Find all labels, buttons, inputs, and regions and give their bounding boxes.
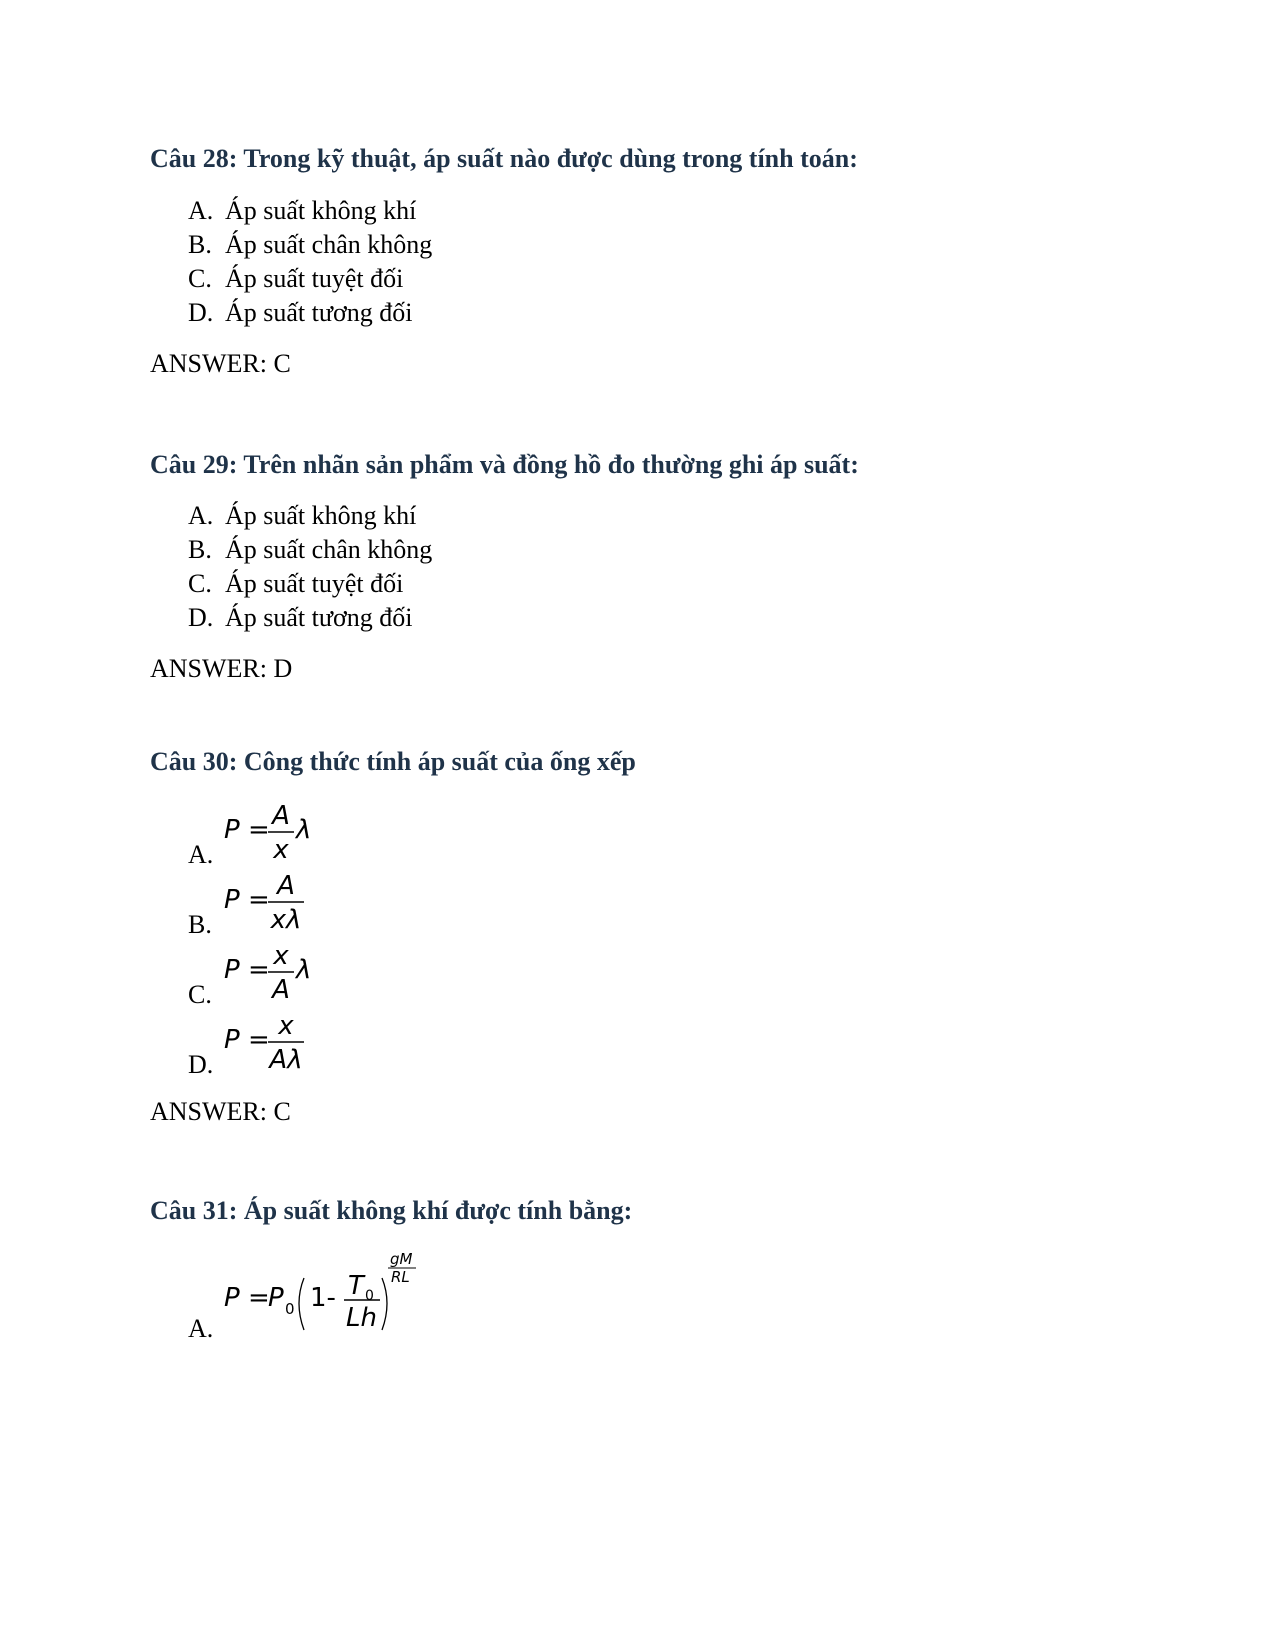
formula-denominator: Aλ [269, 1045, 303, 1075]
formula-denominator: xλ [270, 905, 302, 935]
formula-p-subscript: 0 [285, 1300, 295, 1318]
option-text: Áp suất tương đối [225, 603, 413, 632]
option-letter: A. [188, 840, 214, 869]
option-letter: A. [188, 196, 214, 225]
formula-t-subscript: 0 [365, 1288, 374, 1304]
q30-option-a [188, 802, 588, 872]
option-text: Áp suất chân không [225, 230, 433, 259]
q29-option-b [188, 535, 432, 565]
option-letter: C. [188, 980, 212, 1009]
right-paren [382, 1278, 387, 1330]
option-text: Áp suất không khí [225, 501, 417, 530]
formula-b [224, 872, 344, 938]
q30-option-b [188, 872, 588, 942]
option-text: Áp suất tuyệt đối [225, 264, 404, 293]
formula-lhs: P = [224, 885, 270, 915]
option-letter: A. [188, 501, 214, 530]
formula-air-pressure [224, 1250, 464, 1346]
option-letter: D. [188, 603, 214, 632]
exponent-numerator: gM [390, 1250, 413, 1268]
q28-option-a [188, 196, 416, 226]
q31-option-a [188, 1250, 588, 1346]
formula-tail: λ [296, 955, 312, 985]
option-letter: C. [188, 569, 212, 598]
option-letter: C. [188, 264, 212, 293]
formula-denominator: A [272, 975, 290, 1005]
q30-option-c [188, 942, 588, 1012]
option-text: Áp suất không khí [225, 196, 417, 225]
formula-tail: λ [296, 815, 312, 845]
formula-one-minus: 1- [310, 1283, 336, 1313]
q30-answer: ANSWER: C [150, 1097, 291, 1126]
q29-option-a [188, 501, 416, 531]
q30-option-d [188, 1012, 588, 1082]
formula-c [224, 942, 344, 1008]
question-29-title: Câu 29: Trên nhãn sản phẩm và đồng hồ đo thường ghi áp suất: [150, 450, 859, 479]
formula-numerator: A [272, 801, 290, 831]
question-28-title: Câu 28: Trong kỹ thuật, áp suất nào được dùng trong tính toán: [150, 144, 858, 173]
left-paren [299, 1278, 304, 1330]
q28-option-b [188, 230, 432, 260]
option-letter: B. [188, 910, 212, 939]
q29-answer: ANSWER: D [150, 654, 293, 683]
question-31-title: Câu 31: Áp suất không khí được tính bằng: [150, 1196, 633, 1225]
option-letter: D. [188, 298, 214, 327]
formula-lhs: P = [224, 815, 270, 845]
option-letter: B. [188, 535, 212, 564]
q29-option-d [188, 603, 412, 633]
exponent-denominator: RL [391, 1268, 410, 1286]
formula-numerator: x [273, 941, 289, 971]
formula-numerator: A [277, 871, 295, 901]
formula-lhs: P = [224, 1283, 270, 1313]
q28-answer: ANSWER: C [150, 349, 291, 378]
formula-p: P [268, 1283, 284, 1313]
q28-option-d [188, 298, 412, 328]
option-text: Áp suất tuyệt đối [225, 569, 404, 598]
formula-lhs: P = [224, 1025, 270, 1055]
option-letter: D. [188, 1050, 214, 1079]
formula-d [224, 1012, 344, 1078]
option-text: Áp suất chân không [225, 535, 433, 564]
formula-denominator: Lh [346, 1303, 377, 1333]
option-text: Áp suất tương đối [225, 298, 413, 327]
formula-numerator: T [348, 1271, 364, 1301]
option-letter: A. [188, 1314, 214, 1343]
formula-lhs: P = [224, 955, 270, 985]
option-letter: B. [188, 230, 212, 259]
question-30-title: Câu 30: Công thức tính áp suất của ống xếp [150, 747, 636, 776]
formula-numerator: x [278, 1011, 294, 1041]
q29-option-c [188, 569, 403, 599]
q28-option-c [188, 264, 403, 294]
formula-a [224, 802, 344, 868]
formula-denominator: x [273, 835, 289, 865]
